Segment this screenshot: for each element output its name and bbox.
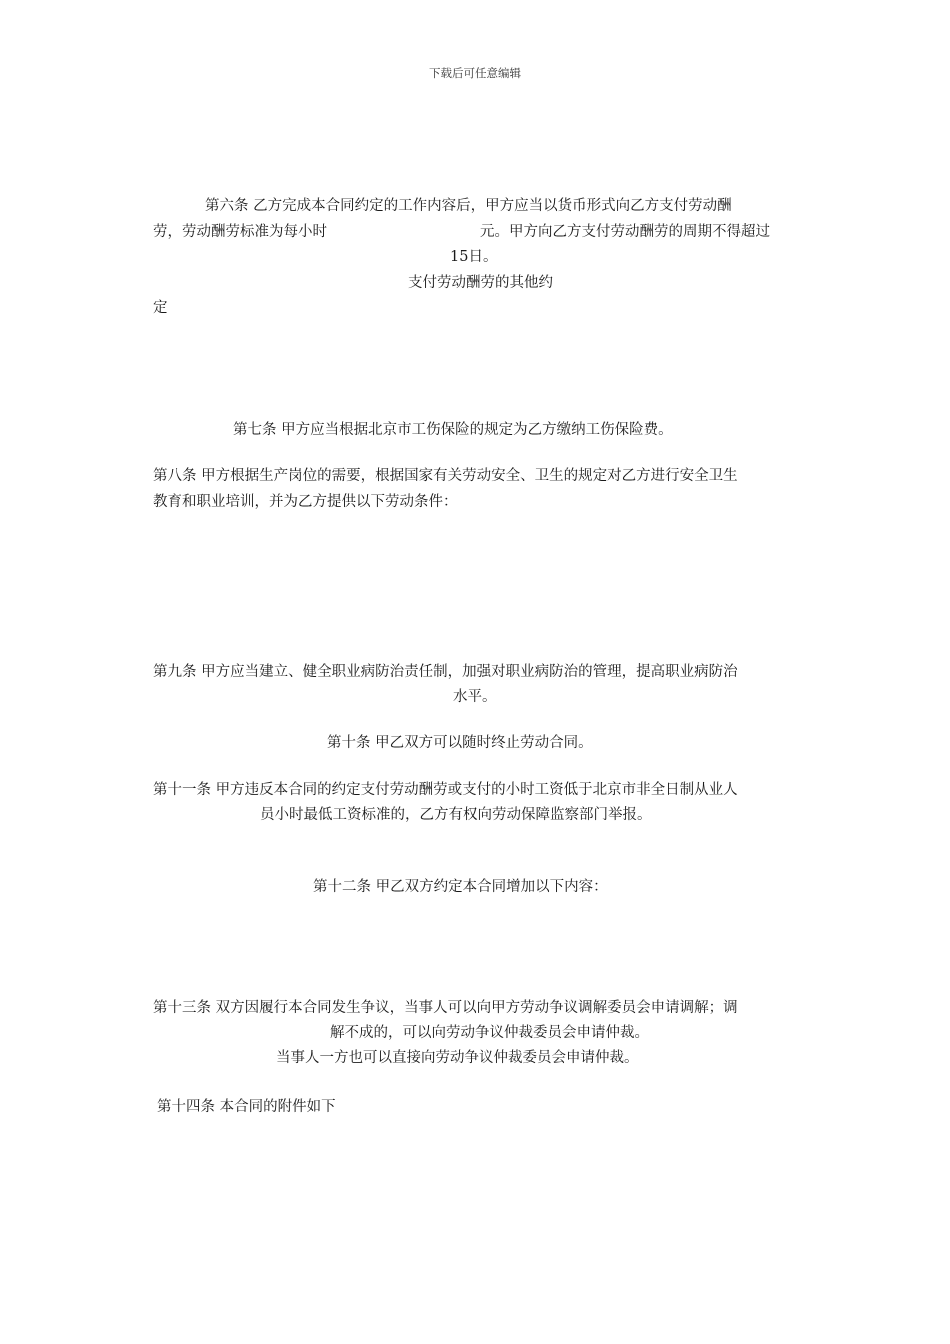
clause-6-line-2a: 劳，劳动酬劳标准为每小时: [153, 224, 327, 240]
clause-14-line-1: 第十四条 本合同的附件如下: [157, 1099, 336, 1115]
header-note: 下载后可任意编辑: [429, 66, 521, 80]
clause-12-line-1: 第十二条 甲乙双方约定本合同增加以下内容：: [313, 879, 608, 895]
clause-8-line-1: 第八条 甲方根据生产岗位的需要，根据国家有关劳动安全、卫生的规定对乙方进行安全卫生: [153, 468, 738, 484]
clause-6-line-1: 第六条 乙方完成本合同约定的工作内容后，甲方应当以货币形式向乙方支付劳动酬: [205, 198, 732, 214]
clause-6-line-5: 定: [153, 300, 168, 316]
clause-11-line-1: 第十一条 甲方违反本合同的约定支付劳动酬劳或支付的小时工资低于北京市非全日制从业人: [153, 782, 738, 798]
clause-6-line-4: 支付劳动酬劳的其他约: [408, 275, 553, 291]
clause-13-line-3: 当事人一方也可以直接向劳动争议仲裁委员会申请仲裁。: [276, 1050, 639, 1066]
clause-10-line-1: 第十条 甲乙双方可以随时终止劳动合同。: [327, 735, 593, 751]
clause-9-line-1: 第九条 甲方应当建立、健全职业病防治责任制，加强对职业病防治的管理，提高职业病防治: [153, 664, 738, 680]
clause-6-line-2b: 元。甲方向乙方支付劳动酬劳的周期不得超过: [480, 224, 770, 240]
clause-13-line-2: 解不成的，可以向劳动争议仲裁委员会申请仲裁。: [330, 1025, 649, 1041]
clause-7-line-1: 第七条 甲方应当根据北京市工伤保险的规定为乙方缴纳工伤保险费。: [233, 422, 673, 438]
clause-11-line-2: 员小时最低工资标准的，乙方有权向劳动保障监察部门举报。: [260, 807, 652, 823]
clause-6-line-3: 15日。: [450, 249, 498, 265]
clause-8-line-2: 教育和职业培训，并为乙方提供以下劳动条件：: [153, 494, 458, 510]
clause-13-line-1: 第十三条 双方因履行本合同发生争议，当事人可以向甲方劳动争议调解委员会申请调解；调: [153, 1000, 738, 1016]
clause-9-line-2: 水平。: [453, 689, 497, 705]
